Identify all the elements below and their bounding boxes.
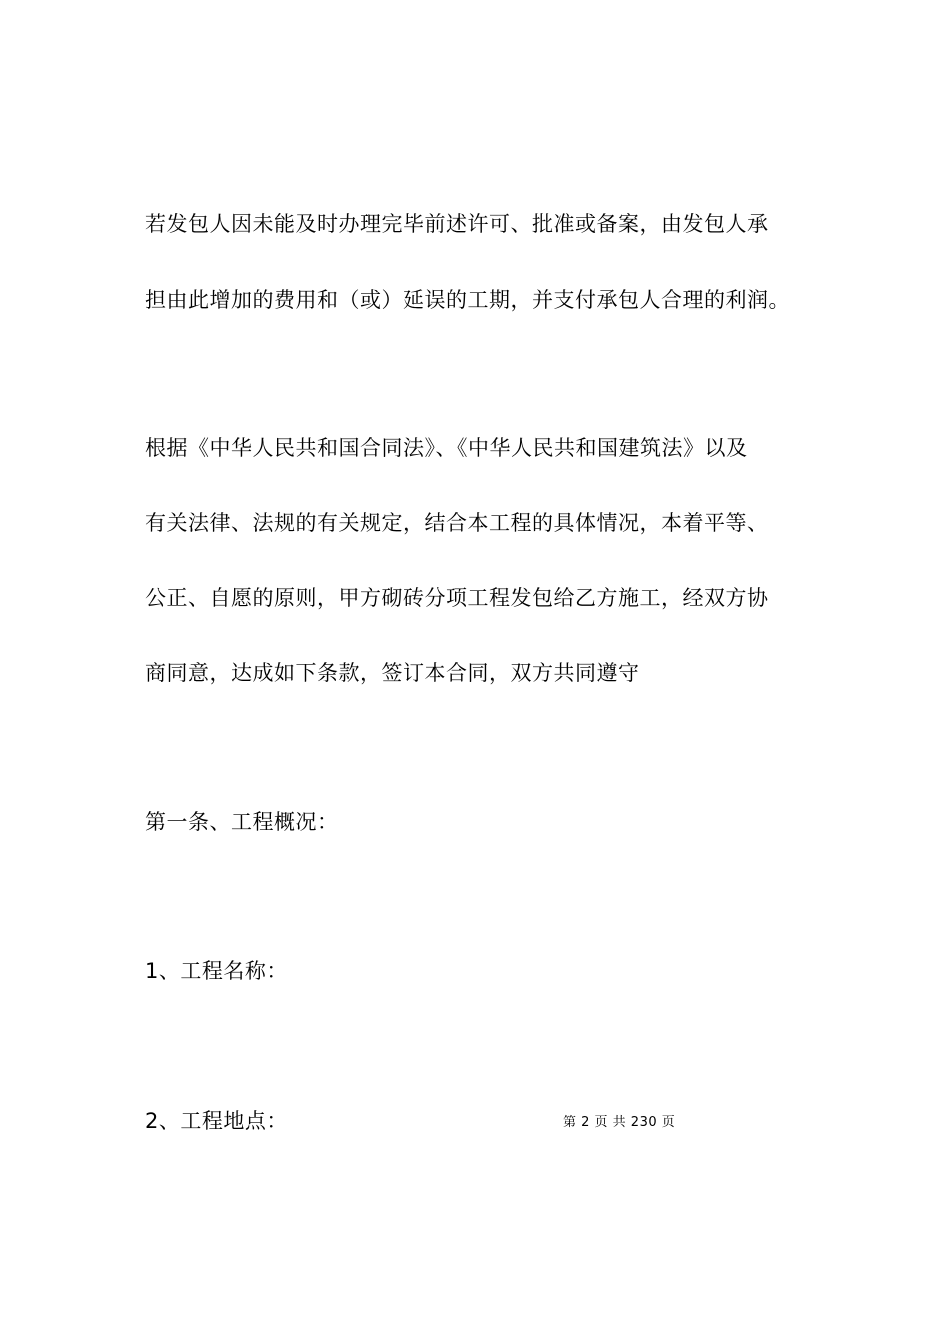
text-line: 担由此增加的费用和（或）延误的工期，并支付承包人合理的利润。 bbox=[145, 288, 790, 312]
page-number: 第 2 页 共 230 页 bbox=[563, 1115, 676, 1130]
text-line: 若发包人因未能及时办理完毕前述许可、批准或备案，由发包人承 bbox=[145, 212, 769, 236]
project-location-item: 2、工程地点： bbox=[145, 1109, 288, 1133]
text-line: 商同意，达成如下条款，签订本合同，双方共同遵守 bbox=[145, 661, 640, 685]
text-line: 公正、自愿的原则，甲方砌砖分项工程发包给乙方施工，经双方协 bbox=[145, 586, 769, 610]
text-line: 有关法律、法规的有关规定，结合本工程的具体情况，本着平等、 bbox=[145, 511, 769, 535]
article-heading: 第一条、工程概况： bbox=[145, 810, 339, 834]
project-name-item: 1、工程名称： bbox=[145, 959, 288, 983]
text-line: 根据《中华人民共和国合同法》、《中华人民共和国建筑法》以及 bbox=[145, 436, 748, 460]
